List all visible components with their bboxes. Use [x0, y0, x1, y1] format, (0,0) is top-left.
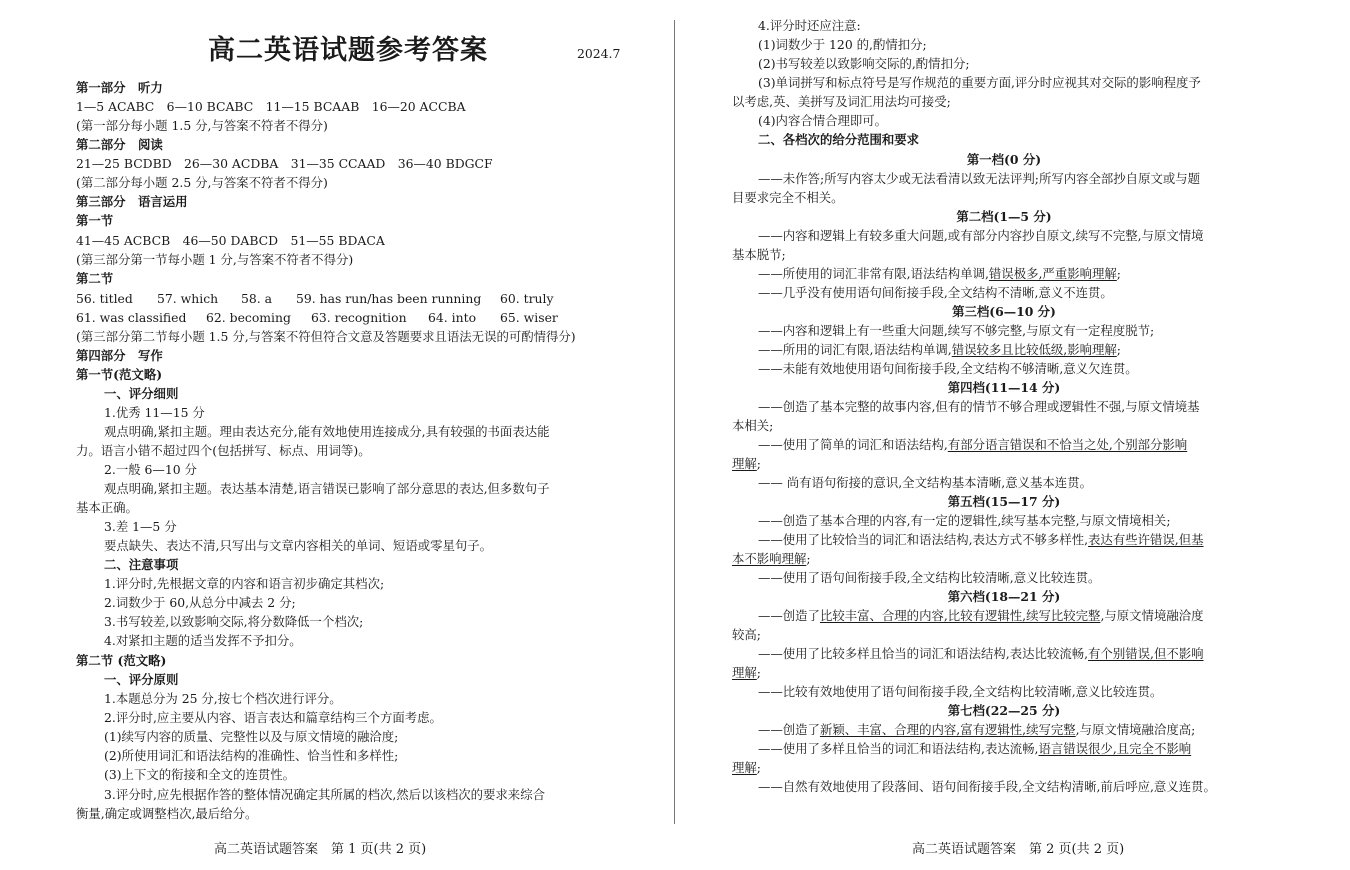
text-line: 衡量,确定或调整档次,最后给分。 [76, 806, 258, 821]
grade-text: ——所使用的词汇非常有限,语法结构单调, [758, 266, 989, 281]
grade-emphasis: 理解 [732, 665, 757, 680]
grade-title: 第二档(1—5 分) [956, 209, 1052, 224]
grade-emphasis: 有个别错误,但不影响 [1088, 646, 1204, 661]
text-line: 2.一般 6—10 分 [104, 462, 197, 477]
text-line: 1.本题总分为 25 分,按七个档次进行评分。 [104, 691, 342, 706]
grade-text: ——使用了简单的词汇和语法结构, [758, 437, 948, 452]
note-line: (4)内容合情合理即可。 [758, 113, 888, 128]
grade-emphasis: 有部分语言错误和不恰当之处,个别部分影响 [947, 437, 1188, 452]
grade-text: ; [756, 665, 761, 680]
text-line: 观点明确,紧扣主题。理由表达充分,能有效地使用连接成分,具有较强的书面表达能 [104, 424, 550, 439]
fill-answer: 62. becoming [206, 310, 291, 325]
page-title: 高二英语试题参考答案 [208, 35, 488, 66]
text-line: (3)上下文的衔接和全文的连贯性。 [104, 767, 296, 782]
text-line: (第一部分每小题 1.5 分,与答案不符者不得分) [76, 118, 328, 133]
grade-line [732, 549, 811, 568]
grade-text: ——使用了比较多样且恰当的词汇和语法结构,表达比较流畅, [758, 646, 1089, 661]
fill-answer: 56. titled [76, 291, 133, 306]
text-line: 2.词数少于 60,从总分中减去 2 分; [104, 595, 296, 610]
page1-footer: 高二英语试题答案 第 1 页(共 2 页) [214, 842, 427, 857]
grade-text: ; [1116, 342, 1121, 357]
text-line: 基本正确。 [76, 500, 138, 515]
text-line: 观点明确,紧扣主题。表达基本清楚,语言错误已影响了部分意思的表达,但多数句子 [104, 481, 550, 496]
grade-line [732, 454, 761, 473]
section-heading: 二、各档次的给分范围和要求 [758, 132, 920, 147]
note-line: (3)单词拼写和标点符号是写作规范的重要方面,评分时应视其对交际的影响程度予 [758, 75, 1201, 90]
text-line: 3.差 1—5 分 [104, 519, 177, 534]
page2-footer: 高二英语试题答案 第 2 页(共 2 页) [912, 842, 1125, 857]
grade-line: ——几乎没有使用语句间衔接手段,全文结构不清晰,意义不连贯。 [758, 285, 1113, 300]
grade-title: 第五档(15—17 分) [947, 494, 1061, 509]
grade-emphasis: 理解 [732, 760, 757, 775]
fill-answer: 61. was classified [76, 310, 187, 325]
grade-title: 第六档(18—21 分) [947, 589, 1061, 604]
grade-line: ——自然有效地使用了段落间、语句间衔接手段,全文结构清晰,前后呼应,意义连贯。 [758, 779, 1216, 794]
section-heading: 第四部分 写作 [76, 348, 163, 363]
grade-emphasis: 错误极多,严重影响理解 [988, 266, 1117, 281]
grade-emphasis: 理解 [732, 456, 757, 471]
fill-answer: 60. truly [500, 291, 554, 306]
grade-line: 较高; [732, 627, 761, 642]
grade-text: ——创造了 [758, 722, 820, 737]
grade-line: 本相关; [732, 418, 774, 433]
text-line: 3.评分时,应先根据作答的整体情况确定其所属的档次,然后以该档次的要求来综合 [104, 787, 545, 802]
grade-line [758, 340, 1121, 359]
section-heading: 第二节 [76, 271, 114, 286]
note-line: 4.评分时还应注意: [758, 18, 861, 33]
section-heading: 一、评分原则 [104, 672, 179, 687]
section-heading: 第二节 (范文略) [76, 653, 167, 668]
grade-line [732, 758, 761, 777]
grade-text: ; [806, 551, 811, 566]
fill-answer: 65. wiser [500, 310, 558, 325]
grade-text: ,与原文情境融洽度高; [1075, 722, 1196, 737]
grade-emphasis: 语言错误很少,且完全不影响 [1038, 741, 1192, 756]
grade-emphasis: 错误较多且比较低级,影响理解 [951, 342, 1117, 357]
fill-answer: 58. a [241, 291, 273, 306]
grade-title: 第三档(6—10 分) [952, 304, 1056, 319]
section-heading: 第一节(范文略) [76, 367, 163, 382]
grade-line: ——未能有效地使用语句间衔接手段,全文结构不够清晰,意义欠连贯。 [758, 361, 1138, 376]
grade-line [758, 530, 1204, 549]
text-line: 1.评分时,先根据文章的内容和语言初步确定其档次; [104, 576, 385, 591]
text-line: (1)续写内容的质量、完整性以及与原文情境的融洽度; [104, 729, 399, 744]
grade-text: ; [1116, 266, 1121, 281]
note-line: (1)词数少于 120 的,酌情扣分; [758, 37, 927, 52]
grade-line [758, 264, 1121, 283]
grade-text: ,与原文情境融洽度 [1100, 608, 1204, 623]
grade-line: ——内容和逻辑上有一些重大问题,续写不够完整,与原文有一定程度脱节; [758, 323, 1155, 338]
exam-date: 2024.7 [577, 46, 621, 61]
grade-emphasis: 表达有些许错误,但基 [1088, 532, 1204, 547]
section-heading: 第二部分 阅读 [76, 137, 163, 152]
note-line: (2)书写较差以致影响交际的,酌情扣分; [758, 56, 970, 71]
text-line: 1—5 ACABC 6—10 BCABC 11—15 BCAAB 16—20 ACCBA [76, 99, 466, 114]
grade-line [758, 606, 1204, 625]
text-line: 4.对紧扣主题的适当发挥不予扣分。 [104, 633, 302, 648]
grade-text: ——创造了 [758, 608, 820, 623]
text-line: 3.书写较差,以致影响交际,将分数降低一个档次; [104, 614, 364, 629]
section-heading: 二、注意事项 [104, 557, 179, 572]
page-divider [674, 20, 675, 824]
text-line: 要点缺失、表达不清,只写出与文章内容相关的单词、短语或零星句子。 [104, 538, 493, 553]
fill-answer: 63. recognition [311, 310, 407, 325]
fill-answer: 59. has run/has been running [296, 291, 482, 306]
text-line: (第三部分第二节每小题 1.5 分,与答案不符但符合文意及答题要求且语法无误的可酌情得分) [76, 329, 576, 344]
text-line: (第三部分第一节每小题 1 分,与答案不符者不得分) [76, 252, 354, 267]
grade-text: ——使用了多样且恰当的词汇和语法结构,表达流畅, [758, 741, 1039, 756]
note-line: 以考虑,英、美拼写及词汇用法均可接受; [732, 94, 951, 109]
text-line: 21—25 BCDBD 26—30 ACDBA 31—35 CCAAD 36—40 BDGCF [76, 156, 493, 171]
section-heading: 一、评分细则 [104, 386, 179, 401]
grade-title: 第一档(0 分) [966, 152, 1042, 167]
grade-line [758, 739, 1191, 758]
grade-line: —— 尚有语句衔接的意识,全文结构基本清晰,意义基本连贯。 [758, 475, 1092, 490]
grade-line: ——使用了语句间衔接手段,全文结构比较清晰,意义比较连贯。 [758, 570, 1101, 585]
text-line: (2)所使用词汇和语法结构的准确性、恰当性和多样性; [104, 748, 399, 763]
text-line: 41—45 ACBCB 46—50 DABCD 51—55 BDACA [76, 233, 385, 248]
grade-emphasis: 本不影响理解 [732, 551, 807, 566]
grade-emphasis: 比较丰富、合理的内容,比较有逻辑性,续写比较完整 [819, 608, 1101, 623]
grade-line [758, 435, 1187, 454]
grade-text: ——使用了比较恰当的词汇和语法结构,表达方式不够多样性, [758, 532, 1089, 547]
section-heading: 第三部分 语言运用 [76, 194, 188, 209]
grade-line: 目要求完全不相关。 [732, 190, 844, 205]
grade-line [732, 663, 761, 682]
grade-line [758, 644, 1204, 663]
grade-line: ——比较有效地使用了语句间衔接手段,全文结构比较清晰,意义比较连贯。 [758, 684, 1163, 699]
text-line: 1.优秀 11—15 分 [104, 405, 205, 420]
section-heading: 第一节 [76, 213, 114, 228]
text-line: 2.评分时,应主要从内容、语言表达和篇章结构三个方面考虑。 [104, 710, 442, 725]
grade-line: ——未作答;所写内容太少或无法看清以致无法评判;所写内容全部抄自原文或与题 [758, 171, 1201, 186]
grade-line: ——创造了基本完整的故事内容,但有的情节不够合理或逻辑性不强,与原文情境基 [758, 399, 1200, 414]
grade-line: ——创造了基本合理的内容,有一定的逻辑性,续写基本完整,与原文情境相关; [758, 513, 1171, 528]
fill-answer: 64. into [428, 310, 477, 325]
grade-line: ——内容和逻辑上有较多重大问题,或有部分内容抄自原文,续写不完整,与原文情境 [758, 228, 1204, 243]
grade-text: ; [756, 760, 761, 775]
grade-line [758, 720, 1195, 739]
fill-answer: 57. which [157, 291, 219, 306]
text-line: 力。语言小错不超过四个(包括拼写、标点、用词等)。 [76, 443, 371, 458]
grade-text: ; [756, 456, 761, 471]
grade-text: ——所用的词汇有限,语法结构单调, [758, 342, 952, 357]
grade-emphasis: 新颖、丰富、合理的内容,富有逻辑性,续写完整 [819, 722, 1076, 737]
grade-title: 第七档(22—25 分) [947, 703, 1061, 718]
text-line: (第二部分每小题 2.5 分,与答案不符者不得分) [76, 175, 328, 190]
section-heading: 第一部分 听力 [76, 80, 163, 95]
grade-title: 第四档(11—14 分) [947, 380, 1061, 395]
grade-line: 基本脱节; [732, 247, 786, 262]
